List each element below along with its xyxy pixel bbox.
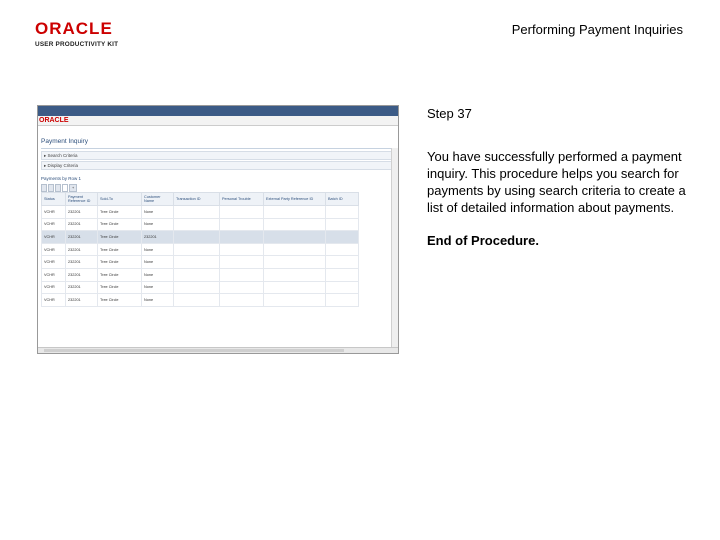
table-cell [220,268,264,281]
table-cell [264,206,326,219]
horizontal-scrollbar [38,347,398,353]
table-cell: 232201 [66,218,98,231]
logo-subtitle: USER PRODUCTIVITY KIT [35,41,119,48]
table-cell [326,206,359,219]
table-cell: Tree Circle [98,268,142,281]
table-cell [264,256,326,269]
search-criteria-label: Search Criteria [47,153,78,158]
table-cell: None [142,218,174,231]
grid-title: Payments by Row 1 [41,176,82,181]
table-cell [174,243,220,256]
instruction-panel [427,105,687,250]
table-cell: VCHR [42,268,66,281]
grid-header [41,176,395,184]
table-cell: Tree Circle [98,294,142,307]
column-header: Status [42,193,66,206]
search-criteria-section [41,151,395,160]
oracle-upk-logo [35,20,125,52]
table-cell: None [142,206,174,219]
table-cell: Tree Circle [98,231,142,244]
table-cell [264,218,326,231]
table-cell: VCHR [42,206,66,219]
display-criteria-section [41,161,395,170]
table-cell [220,294,264,307]
table-cell: Tree Circle [98,206,142,219]
screenshot-oracle-logo: ORACLE [39,117,69,124]
table-cell [220,256,264,269]
table-row [42,218,359,231]
table-row [42,294,359,307]
table-cell [326,218,359,231]
table-cell [326,281,359,294]
table-row [42,281,359,294]
table-cell [220,218,264,231]
table-cell: VCHR [42,231,66,244]
application-screenshot [37,105,399,354]
step-number: Step 37 [427,106,472,121]
table-cell: Tree Circle [98,281,142,294]
column-header: Customer Name [142,193,174,206]
table-cell [326,231,359,244]
grid-tab-active [62,184,68,192]
table-cell: Tree Circle [98,256,142,269]
grid-tab [41,184,47,192]
table-cell [326,268,359,281]
table-cell: 232201 [66,268,98,281]
end-of-procedure: End of Procedure. [427,233,539,249]
page-links [38,126,398,138]
table-cell: 232201 [66,231,98,244]
table-cell [174,256,220,269]
table-cell [220,206,264,219]
table-row [42,243,359,256]
table-cell [174,231,220,244]
expand-arrow-icon: ▸ [44,153,47,158]
table-cell: 232201 [66,294,98,307]
grid-tabs [41,184,395,192]
grid-tab [48,184,54,192]
table-cell [174,268,220,281]
scrollbar-thumb [44,349,344,352]
table-cell [326,294,359,307]
table-cell [174,294,220,307]
grid-tab-add: + [69,184,77,192]
column-header: External Party Reference ID [264,193,326,206]
column-header: Personal Trouble [220,193,264,206]
application-header [38,116,398,126]
expand-arrow-icon: ▸ [44,163,47,168]
table-cell [174,206,220,219]
table-cell [326,256,359,269]
table-cell [264,268,326,281]
table-cell [174,218,220,231]
table-cell: VCHR [42,243,66,256]
column-header: Payment Reference ID [66,193,98,206]
table-cell [220,281,264,294]
table-row [42,231,359,244]
column-header: Sold-To [98,193,142,206]
column-header: Batch ID [326,193,359,206]
grid-tab [55,184,61,192]
table-cell: Tree Circle [98,243,142,256]
table-row [42,268,359,281]
table-cell [264,294,326,307]
table-cell [264,231,326,244]
table-cell: None [142,281,174,294]
table-cell [174,281,220,294]
table-cell: None [142,294,174,307]
table-row [42,256,359,269]
table-cell: 232201 [66,243,98,256]
step-description: You have successfully performed a payment inquiry. This procedure helps you search for payments by using search criteria to create a list of detailed information about payments. [427,149,686,216]
table-cell: 232201 [66,206,98,219]
table-cell [264,281,326,294]
table-cell: VCHR [42,294,66,307]
table-cell: None [142,256,174,269]
table-cell: None [142,268,174,281]
table-cell: VCHR [42,281,66,294]
table-cell: Tree Circle [98,218,142,231]
table-cell: VCHR [42,218,66,231]
table-cell: None [142,243,174,256]
document-title: Performing Payment Inquiries [511,22,683,37]
table-cell [220,243,264,256]
payments-grid [41,192,359,307]
display-criteria-label: Display Criteria [47,163,79,168]
table-cell [264,243,326,256]
column-header: Transaction ID [174,193,220,206]
table-cell: 232201 [66,281,98,294]
logo-brand: ORACLE [35,19,113,38]
table-cell [220,231,264,244]
table-cell: 232201 [66,256,98,269]
table-row [42,206,359,219]
table-cell [326,243,359,256]
vertical-scrollbar [391,148,398,347]
title-divider [41,148,395,149]
menu-bar [38,106,398,116]
table-cell: 232201 [142,231,174,244]
screenshot-page-title: Payment Inquiry [41,138,88,145]
table-cell: VCHR [42,256,66,269]
